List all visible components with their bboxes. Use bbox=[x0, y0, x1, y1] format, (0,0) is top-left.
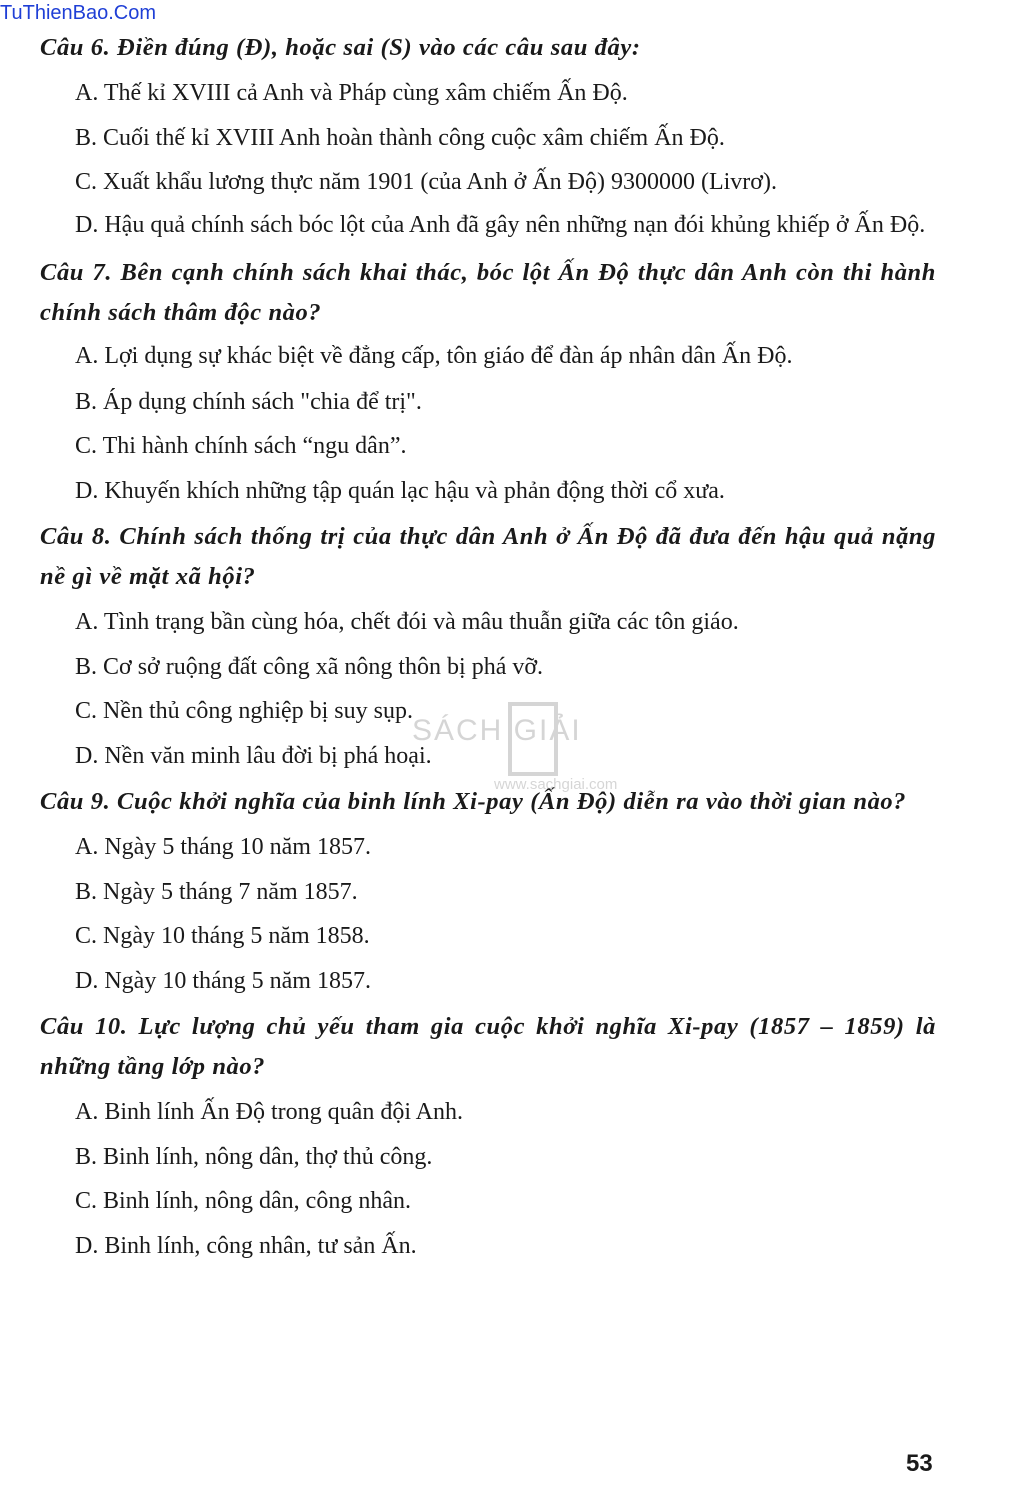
option-d: D. Ngày 10 tháng 5 năm 1857. bbox=[75, 967, 371, 994]
option-c: C. Binh lính, nông dân, công nhân. bbox=[75, 1188, 411, 1214]
question-heading: Câu 8. Chính sách thống trị của thực dân Anh ở Ấn Độ đã đưa đến hậu quả nặng nề gì về mặt xã hội? bbox=[40, 523, 936, 590]
option-list bbox=[40, 336, 936, 514]
option-b: B. Áp dụng chính sách "chia để trị". bbox=[75, 388, 422, 415]
option-c: C. Ngày 10 tháng 5 năm 1858. bbox=[75, 923, 370, 949]
option-list bbox=[40, 1090, 936, 1268]
option-b: B. Cơ sở ruộng đất công xã nông thôn bị phá vỡ. bbox=[75, 653, 544, 680]
question-10 bbox=[40, 1007, 936, 1268]
option-b: B. Cuối thế kỉ XVIII Anh hoàn thành công cuộc xâm chiếm Ấn Độ. bbox=[75, 124, 725, 151]
option-list bbox=[40, 825, 936, 1003]
question-heading: Câu 7. Bên cạnh chính sách khai thác, bóc lột Ấn Độ thực dân Anh còn thi hành chính sách thâm độc nào? bbox=[40, 258, 936, 326]
option-list bbox=[40, 71, 936, 249]
question-8 bbox=[40, 517, 936, 778]
question-7 bbox=[40, 253, 936, 514]
option-d: D. Hậu quả chính sách bóc lột của Anh đã gây nên những nạn đói khủng khiếp ở Ấn Độ. bbox=[75, 211, 926, 238]
question-heading: Câu 10. Lực lượng chủ yếu tham gia cuộc khởi nghĩa Xi-pay (1857 – 1859) là những tầng lớp nào? bbox=[40, 1013, 936, 1080]
option-c: C. Nền thủ công nghiệp bị suy sụp. bbox=[75, 698, 413, 724]
option-a: A. Ngày 5 tháng 10 năm 1857. bbox=[75, 834, 371, 860]
option-a: A. Thế kỉ XVIII cả Anh và Pháp cùng xâm chiếm Ấn Độ. bbox=[75, 80, 628, 106]
watermark-url: www.sachgiai.com bbox=[494, 776, 618, 793]
option-b: B. Binh lính, nông dân, thợ thủ công. bbox=[75, 1143, 433, 1170]
option-a: A. Lợi dụng sự khác biệt về đẳng cấp, tôn giáo để đàn áp nhân dân Ấn Độ. bbox=[75, 342, 793, 369]
site-link[interactable]: TuThienBao.Com bbox=[0, 2, 156, 24]
question-heading: Câu 9. Cuộc khởi nghĩa của binh lính Xi-pay (Ấn Độ) diễn ra vào thời gian nào? bbox=[40, 788, 907, 815]
page-number: 53 bbox=[906, 1450, 933, 1477]
watermark-logo-text: SÁCH GIẢI bbox=[412, 714, 582, 747]
question-6 bbox=[40, 28, 936, 249]
option-d: D. Binh lính, công nhân, tư sản Ấn. bbox=[75, 1232, 417, 1259]
option-c: C. Thi hành chính sách “ngu dân”. bbox=[75, 433, 407, 459]
question-9 bbox=[40, 782, 936, 1003]
option-d: D. Khuyến khích những tập quán lạc hậu và phản động thời cổ xưa. bbox=[75, 477, 725, 504]
option-c: C. Xuất khẩu lương thực năm 1901 (của Anh ở Ấn Độ) 9300000 (Livrơ). bbox=[75, 169, 777, 195]
option-a: A. Binh lính Ấn Độ trong quân đội Anh. bbox=[75, 1099, 463, 1125]
option-d: D. Nền văn minh lâu đời bị phá hoại. bbox=[75, 742, 432, 769]
option-list bbox=[40, 600, 936, 778]
option-a: A. Tình trạng bần cùng hóa, chết đói và mâu thuẫn giữa các tôn giáo. bbox=[75, 609, 739, 635]
option-b: B. Ngày 5 tháng 7 năm 1857. bbox=[75, 878, 358, 905]
document-page bbox=[40, 28, 936, 1272]
question-heading: Câu 6. Điền đúng (Đ), hoặc sai (S) vào các câu sau đây: bbox=[40, 34, 641, 61]
